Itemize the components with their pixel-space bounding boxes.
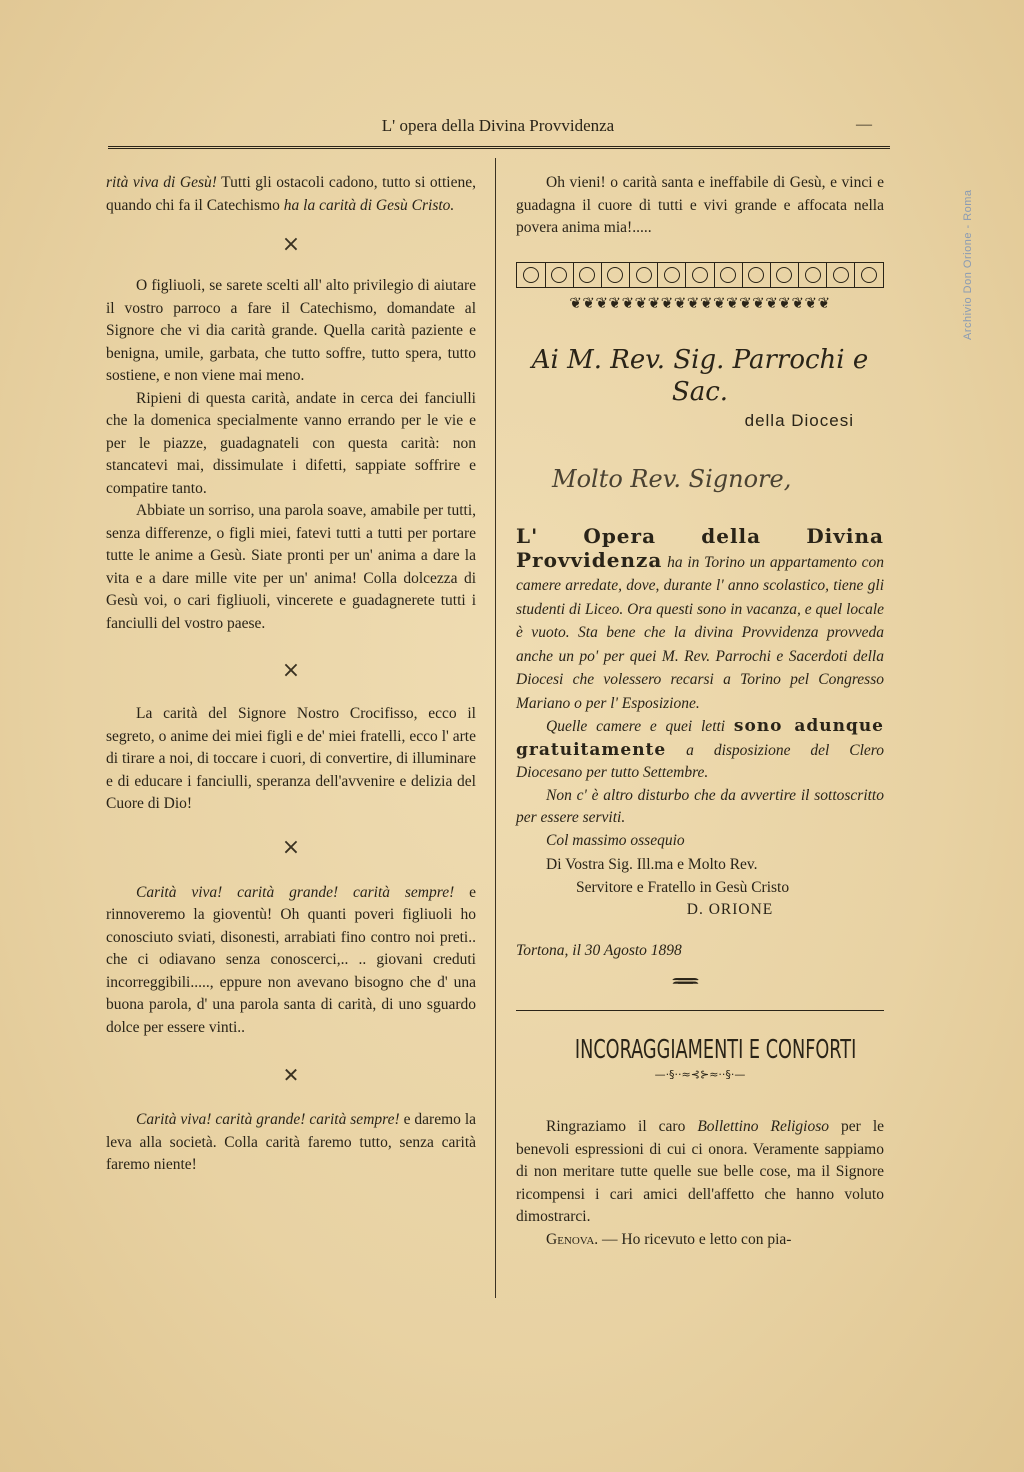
genova-plain: — Ho ricevuto e letto con pia- [598, 1230, 792, 1248]
rooms-bold: sono adunque gratuitamente [516, 716, 884, 760]
left-p6-plain: e rinnoveremo la gioventù! Oh quanti poveri figliuoli ho conosciuto sviati, disonesti, arrabiati fino contro noi preti.. che ci odiavano senza conoscerci,.. .. giovani creduti incorreggibili....., eppure non avevano bisogno che d' una buona parola, d' una parola santa di carità, di uno sguardo dolce per essere vinti.. [106, 883, 476, 1036]
rooms-italic-a: Quelle camere e quei letti [546, 718, 734, 735]
left-p7-plain: e daremo la leva alla società. Colla carità faremo tutto, senza carità faremo niente! [106, 1111, 477, 1173]
separator-cross-4: ✕ [282, 1063, 300, 1087]
section-title: INCORAGGIAMENTI E CONFORTI [574, 1035, 857, 1065]
left-paragraph-3: Ripieni di questa carità, andate in cerca dei fanciulli che la domenica specialmente vanno errando per le vie e per le piazze, guadagnateli con questa carità: non stancatevi mai, dissimulate i difetti, sappiate soffrire e compatire tanto. [106, 389, 476, 497]
left-p7-italic: Carità viva! carità grande! carità sempre! [136, 1111, 400, 1128]
column-divider [495, 158, 496, 1298]
thanks-plain-b: per le benevoli espressioni di cui ci onora. Veramente sappiamo di non meritare tutte quelle sue belle cose, ma il Signore ricompensi i cari amici dell'affetto che hanno voluto dimostrarci. [516, 1118, 885, 1225]
right-paragraph-thanks [516, 1116, 884, 1229]
right-paragraph-regards: Col massimo ossequio [546, 831, 685, 849]
ornament-fleuron-row: ❦❦❦❦❦❦❦❦❦❦❦❦❦❦❦❦❦❦❦❦ [569, 293, 831, 310]
header-title: L' opera della Divina Provvidenza [381, 116, 615, 135]
address-subtitle: della Diocesi [744, 410, 854, 430]
right-paragraph-1: Oh vieni! o carità santa e ineffabile di Gesù, e vinci e guadagna il cuore di tutti e vivi grande e affocata nella povera anima mia!..... [516, 174, 884, 236]
left-paragraph-1 [106, 172, 476, 217]
rooms-italic-b: a disposizione del Clero Diocesano per tutto Settembre. [516, 741, 884, 781]
address-title: Ai M. Rev. Sig. Parrochi e Sac. [531, 344, 869, 407]
archive-stamp: Archivio Don Orione - Roma [962, 189, 974, 340]
running-header [108, 116, 888, 142]
separator-cross-3: × [281, 834, 301, 860]
separator-cross-2: × [281, 658, 301, 683]
thanks-italic: Bollettino Religioso [697, 1118, 830, 1135]
opera-italic-body: ha in Torino un appartamento con camere arredate, dove, durante l' anno scolastico, tiene gli studenti di Liceo. Ora questi sono in vacanza, e quel locale è vuoto. Sta bene che la divina Provvidenza provveda anche un po' per quei M. Rev. Parrochi e Sacerdoti della Diocesi che volessero recarsi a Torino pel Congresso Mariano o per l' Esposizione. [516, 553, 884, 712]
left-p1-italic-a: rità viva di Gesù! [106, 174, 217, 191]
genova-smallcaps: Genova. [546, 1230, 599, 1248]
signature-line-1: Di Vostra Sig. Ill.ma e Molto Rev. [546, 856, 758, 873]
right-paragraph-genova [516, 1229, 884, 1252]
left-paragraph-7 [106, 1109, 476, 1177]
signer-name: D. ORIONE [686, 901, 774, 918]
separator-cross-1: × [281, 232, 301, 257]
opera-bold-title: L' Opera della Divina Provvidenza [516, 523, 884, 572]
date-line: Tortona, il 30 Agosto 1898 [516, 941, 682, 959]
section-rule [516, 1010, 884, 1011]
right-paragraph-rooms [516, 715, 884, 785]
header-rule [108, 146, 890, 149]
ornament-circle-band [516, 262, 884, 288]
left-p1-plain: Tutti gli ostacoli cadono, tutto si ottiene, quando chi fa il Catechismo [106, 174, 476, 214]
left-p6-italic: Carità viva! carità grande! carità sempre! [136, 883, 455, 901]
right-paragraph-notice: Non c' è altro disturbo che da avvertire il sottoscritto per essere serviti. [516, 786, 884, 826]
thanks-plain-a: Ringraziamo il caro [546, 1118, 698, 1135]
left-paragraph-5: La carità del Signore Nostro Crocifisso, ecco il segreto, o anime dei miei figli e de' miei fratelli, ecco l' arte di tirare a noi, di toccare i cuori, di convertire, di illuminare e di educare i fanciulli, speranza dell'avvenire e delizia del Cuore di Dio! [106, 705, 476, 812]
page-mark: — [856, 116, 872, 133]
left-p1-italic-b: ha la carità di Gesù Cristo. [283, 196, 455, 214]
left-paragraph-4: Abbiate un sorriso, una parola soave, amabile per tutti, senza differenze, o figli miei, fatevi tutti a tutti per portare tutte le anime a Gesù. Siate pronti per un' anima a dare la vita e a dare mille vite per un' anima! Colla dolcezza di Gesù voi, o cari figliuoli, vincerete e guadagnerete tutti i fanciulli del vostro paese. [106, 502, 476, 632]
opera-announcement [516, 525, 884, 716]
left-paragraph-2: O figliuoli, se sarete scelti all' alto privilegio di aiutare il vostro parroco a fare il Catechismo, domandate al Signore che vi dia carità grande. Quella carità paziente e benigna, umile, garbata, che tutto soffre, tutto spera, tutto sostiene, e non viene mai meno. [106, 277, 476, 384]
left-paragraph-6 [106, 882, 476, 1040]
signature-block [516, 854, 884, 922]
salutation: Molto Rev. Signore, [552, 465, 792, 493]
decorative-border [516, 978, 884, 1002]
left-column [106, 172, 476, 1177]
signature-line-2: Servitore e Fratello in Gesù Cristo [576, 878, 790, 896]
section-mini-ornament: —·§··≈⊰⊱≈··§·— [654, 1067, 746, 1081]
right-column [516, 172, 884, 1251]
